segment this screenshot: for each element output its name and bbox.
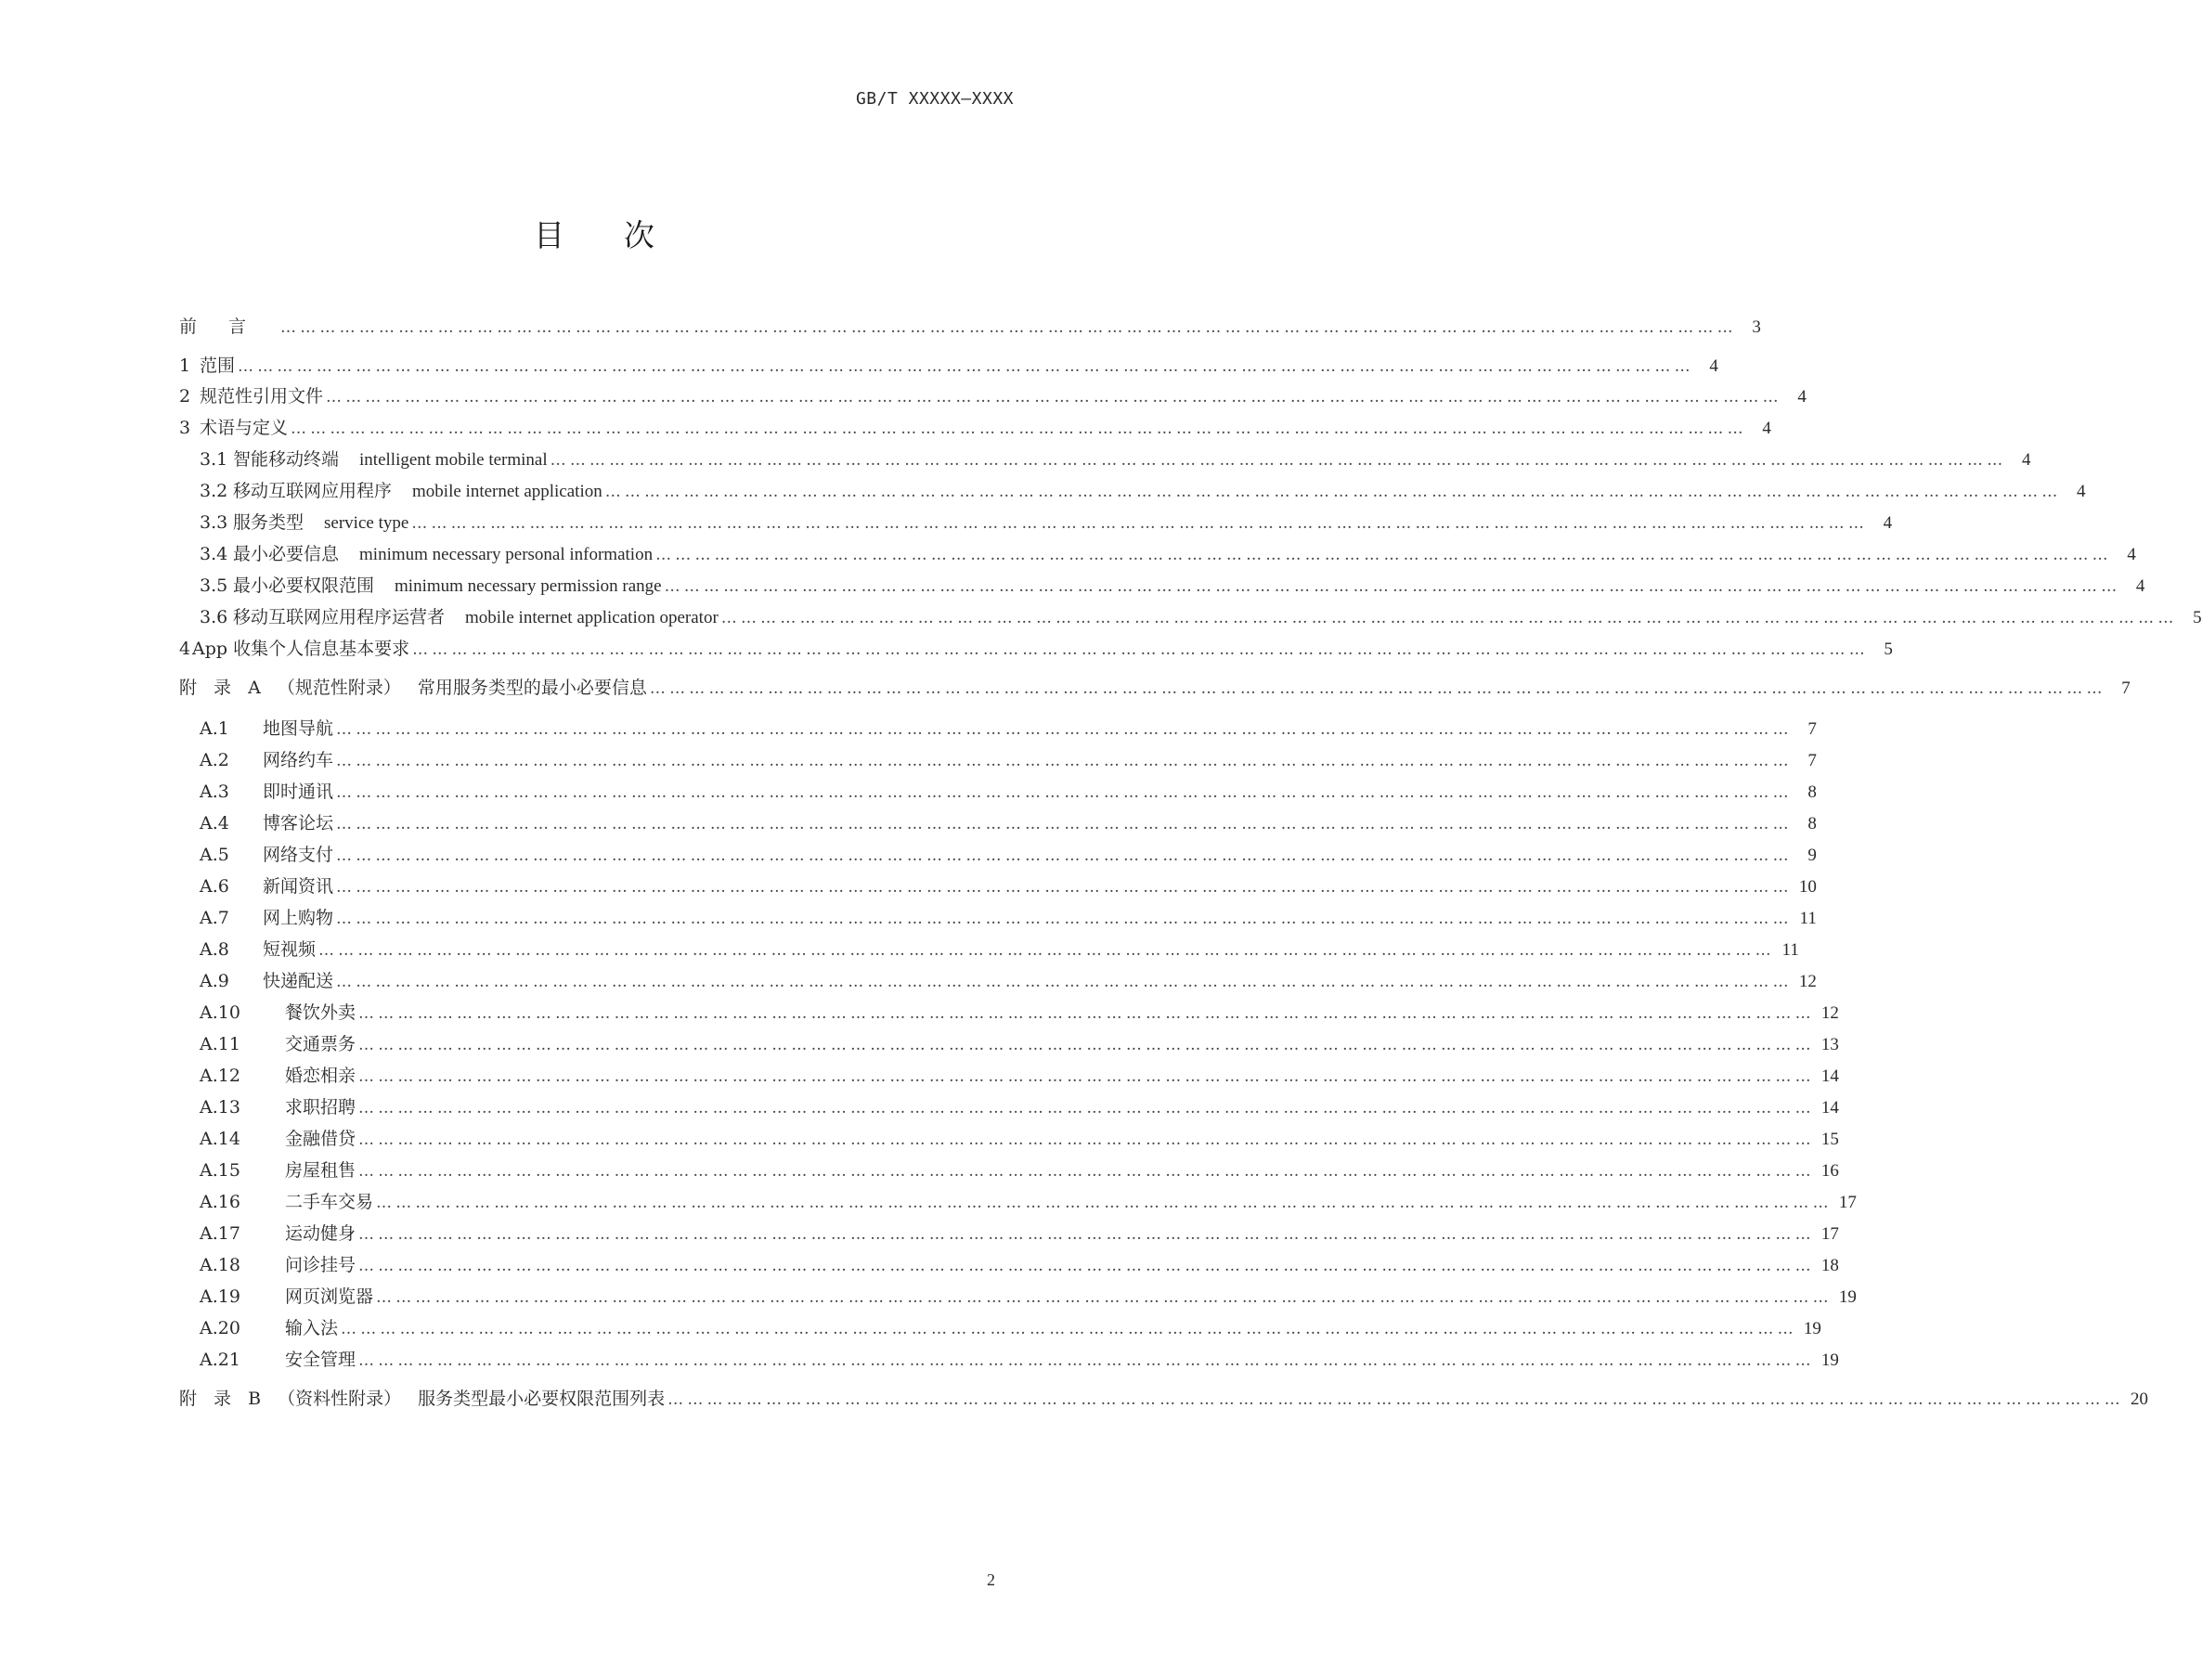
toc-entry-3-2[interactable] [200, 479, 2086, 503]
toc-entry-a-5[interactable] [200, 843, 1817, 867]
toc-entry-page: 9 [1807, 846, 1817, 865]
toc-entry-page: 17 [1820, 1224, 1839, 1244]
toc-entry-title: 快递配送 [263, 971, 334, 991]
toc-entry-title: 运动健身 [285, 1223, 356, 1244]
toc-entry-number: A.10 [200, 1002, 240, 1023]
toc-entry-page: 19 [1803, 1319, 1821, 1338]
toc-leader: …………………………………………………………………………………………………………………………………………………………………………………………………… [604, 483, 2062, 501]
toc-leader: …………………………………………………………………………………………………………………………………………………………………………………………………… [318, 941, 1775, 960]
toc-entry-title: 术语与定义 [200, 418, 289, 438]
toc-entry-page: 5 [2193, 608, 2202, 627]
toc-leader: …………………………………………………………………………………………………………………………………………………………………………………………………… [720, 609, 2178, 627]
toc-leader: …………………………………………………………………………………………………………………………………………………………………………………………………… [358, 1351, 1815, 1370]
toc-entry-page: 8 [1807, 814, 1817, 834]
toc-entry-title: 前言 [179, 317, 278, 337]
toc-entry-number: A.4 [200, 813, 229, 834]
toc-leader: …………………………………………………………………………………………………………………………………………………………………………………………………… [326, 388, 1782, 407]
toc-leader: …………………………………………………………………………………………………………………………………………………………………………………………………… [655, 546, 2112, 564]
toc-entry-number: 3.2 [200, 481, 228, 501]
toc-entry-a-2[interactable] [200, 748, 1817, 772]
toc-entry-a-8[interactable] [200, 937, 1799, 962]
toc-leader: …………………………………………………………………………………………………………………………………………………………………………………………………… [667, 1390, 2124, 1409]
toc-entry-page: 4 [1762, 419, 1771, 438]
toc-entry-number: A.1 [200, 718, 229, 739]
toc-entry-number: A.2 [200, 750, 229, 770]
toc-entry-title: 网页浏览器 [285, 1286, 374, 1307]
toc-leader: …………………………………………………………………………………………………………………………………………………………………………………………………… [358, 1162, 1815, 1181]
toc-entry-page: 4 [2127, 545, 2136, 564]
toc-entry-title: 房屋租售 [285, 1160, 356, 1181]
toc-entry-title: 二手车交易 [285, 1192, 374, 1212]
toc-entry-number: 3.4 [200, 544, 228, 564]
toc-entry-number: A.16 [200, 1192, 240, 1212]
toc-entry-3-6[interactable] [200, 605, 2202, 629]
toc-leader: …………………………………………………………………………………………………………………………………………………………………………………………………… [649, 679, 2106, 698]
toc-entry-english-title: minimum necessary personal information [359, 545, 654, 564]
toc-entry-number: A.9 [200, 971, 229, 991]
toc-entry-3-5[interactable] [200, 574, 2145, 598]
toc-entry-page: 5 [1884, 640, 1893, 659]
toc-entry-a-3[interactable] [200, 780, 1817, 804]
toc-entry-page: 4 [1883, 513, 1893, 533]
toc-entry-number: A.7 [200, 908, 229, 928]
toc-entry-a-13[interactable] [200, 1095, 1839, 1119]
toc-entry-a-14[interactable] [200, 1127, 1839, 1151]
toc-entry-a-11[interactable] [200, 1032, 1839, 1056]
toc-entry-title: 服务类型 [233, 512, 304, 533]
toc-leader: …………………………………………………………………………………………………………………………………………………………………………………………………… [336, 815, 1793, 834]
toc-entry-number: A.13 [200, 1097, 240, 1118]
toc-entry-title: 规范性引用文件 [200, 386, 324, 407]
toc-entry-page: 20 [2130, 1389, 2148, 1409]
toc-entry-title: 移动互联网应用程序 [233, 481, 393, 501]
toc-entry-page: 18 [1820, 1256, 1839, 1275]
toc-leader: …………………………………………………………………………………………………………………………………………………………………………………………………… [238, 357, 1694, 376]
toc-entry-number: A.8 [200, 939, 229, 960]
toc-entry-a-12[interactable] [200, 1064, 1839, 1088]
toc-entry-number: A.20 [200, 1318, 240, 1338]
toc-leader: …………………………………………………………………………………………………………………………………………………………………………………………………… [412, 640, 1869, 659]
toc-leader: …………………………………………………………………………………………………………………………………………………………………………………………………… [358, 1131, 1815, 1149]
toc-entry-title: 问诊挂号 [285, 1255, 356, 1275]
toc-entry-number: 3.1 [200, 449, 228, 470]
toc-entry-title: 博客论坛 [263, 813, 334, 834]
toc-entry-a-15[interactable] [200, 1158, 1839, 1182]
toc-entry-title: 网络支付 [263, 845, 334, 865]
toc-entry-page: 19 [1838, 1287, 1857, 1307]
toc-entry-page: 8 [1807, 782, 1817, 802]
toc-entry-page: 7 [1807, 719, 1817, 739]
toc-entry-page: 15 [1820, 1130, 1839, 1149]
toc-leader: …………………………………………………………………………………………………………………………………………………………………………………………………… [341, 1320, 1797, 1338]
toc-leader: …………………………………………………………………………………………………………………………………………………………………………………………………… [280, 318, 1737, 337]
toc-entry-number: 1 [179, 355, 191, 376]
toc-entry-number: A.5 [200, 845, 229, 865]
toc-entry-number: A.19 [200, 1286, 240, 1307]
toc-leader: …………………………………………………………………………………………………………………………………………………………………………………………………… [358, 1099, 1815, 1118]
toc-entry-title: App 收集个人信息基本要求 [192, 639, 410, 659]
page-number: 2 [987, 1570, 995, 1589]
toc-entry-title: 网络约车 [263, 750, 334, 770]
toc-leader: …………………………………………………………………………………………………………………………………………………………………………………………………… [376, 1288, 1833, 1307]
toc-leader: …………………………………………………………………………………………………………………………………………………………………………………………………… [358, 1257, 1815, 1275]
toc-entry-title: 输入法 [285, 1318, 339, 1338]
toc-entry-appendix-a[interactable] [179, 676, 2131, 700]
toc-entry-title: 金融借贷 [285, 1129, 356, 1149]
toc-entry-number: A.11 [200, 1034, 240, 1054]
toc-entry-a-21[interactable] [200, 1348, 1839, 1372]
toc-entry-title: 附 录 A （规范性附录） 常用服务类型的最小必要信息 [179, 678, 647, 698]
toc-entry-1[interactable] [179, 354, 1718, 378]
toc-entry-number: A.6 [200, 876, 229, 897]
toc-entry-appendix-b[interactable] [179, 1387, 2148, 1411]
toc-entry-page: 3 [1752, 317, 1761, 337]
toc-entry-title: 即时通讯 [263, 782, 334, 802]
toc-entry-number: 3.3 [200, 512, 228, 533]
toc-entry-3-4[interactable] [200, 542, 2136, 566]
toc-leader: …………………………………………………………………………………………………………………………………………………………………………………………………… [336, 720, 1793, 739]
toc-leader: …………………………………………………………………………………………………………………………………………………………………………………………………… [336, 973, 1793, 991]
toc-entry-number: 3.5 [200, 575, 228, 596]
toc-entry-number: A.12 [200, 1066, 240, 1086]
toc-entry-title: 网上购物 [263, 908, 334, 928]
toc-leader: …………………………………………………………………………………………………………………………………………………………………………………………………… [376, 1194, 1833, 1212]
toc-entry-2[interactable] [179, 384, 1807, 408]
toc-entry-3-3[interactable] [200, 510, 1893, 535]
toc-entry-number: A.17 [200, 1223, 240, 1244]
toc-entry-title: 新闻资讯 [263, 876, 334, 897]
toc-leader: …………………………………………………………………………………………………………………………………………………………………………………………………… [336, 878, 1793, 897]
toc-entry-title: 附 录 B （资料性附录） 服务类型最小必要权限范围列表 [179, 1389, 666, 1409]
toc-leader: …………………………………………………………………………………………………………………………………………………………………………………………………… [291, 420, 1747, 438]
toc-entry-title: 安全管理 [285, 1350, 356, 1370]
toc-entry-number: A.15 [200, 1160, 240, 1181]
toc-entry-title: 婚恋相亲 [285, 1066, 356, 1086]
toc-entry-a-17[interactable] [200, 1221, 1839, 1246]
toc-entry-3-1[interactable] [200, 447, 2031, 472]
toc-entry-a-9[interactable] [200, 969, 1817, 993]
toc-entry-title: 范围 [200, 355, 236, 376]
toc-entry-page: 17 [1838, 1193, 1857, 1212]
toc-entry-page: 11 [1799, 909, 1817, 928]
toc-leader: …………………………………………………………………………………………………………………………………………………………………………………………………… [358, 1036, 1815, 1054]
toc-entry-english-title: intelligent mobile terminal [359, 450, 548, 470]
toc-entry-page: 12 [1798, 972, 1817, 991]
document-code: GB/T XXXXX—XXXX [855, 89, 1014, 109]
toc-entry-title: 短视频 [263, 939, 317, 960]
toc-entry-page: 7 [2121, 678, 2131, 698]
toc-entry-page: 19 [1820, 1350, 1839, 1370]
toc-entry-page: 11 [1781, 940, 1799, 960]
toc-entry-page: 4 [1709, 356, 1718, 376]
toc-leader: …………………………………………………………………………………………………………………………………………………………………………………………………… [336, 752, 1793, 770]
toc-entry-title: 移动互联网应用程序运营者 [233, 607, 446, 627]
toc-entry-a-18[interactable] [200, 1253, 1839, 1277]
toc-entry-number: A.18 [200, 1255, 240, 1275]
toc-entry-english-title: mobile internet application [412, 482, 602, 501]
toc-leader: …………………………………………………………………………………………………………………………………………………………………………………………………… [664, 577, 2121, 596]
toc-entry-number: A.14 [200, 1129, 240, 1149]
toc-entry-page: 4 [2135, 576, 2145, 596]
toc-entry-foreword[interactable] [179, 315, 1761, 339]
toc-entry-title: 地图导航 [263, 718, 334, 739]
toc-entry-page: 14 [1820, 1066, 1839, 1086]
toc-entry-a-20[interactable] [200, 1316, 1821, 1340]
toc-entry-page: 16 [1820, 1161, 1839, 1181]
toc-leader: …………………………………………………………………………………………………………………………………………………………………………………………………… [358, 1067, 1815, 1086]
toc-entry-number: 2 [179, 386, 191, 407]
toc-entry-number: 3.6 [200, 607, 228, 627]
toc-entry-a-16[interactable] [200, 1190, 1857, 1214]
toc-entry-page: 14 [1820, 1098, 1839, 1118]
toc-leader: …………………………………………………………………………………………………………………………………………………………………………………………………… [358, 1225, 1815, 1244]
toc-entry-a-1[interactable] [200, 717, 1817, 741]
toc-entry-a-7[interactable] [200, 906, 1817, 930]
toc-entry-page: 7 [1807, 751, 1817, 770]
toc-leader: …………………………………………………………………………………………………………………………………………………………………………………………………… [411, 514, 1869, 533]
toc-leader: …………………………………………………………………………………………………………………………………………………………………………………………………… [336, 846, 1793, 865]
toc-leader: …………………………………………………………………………………………………………………………………………………………………………………………………… [550, 451, 2007, 470]
toc-entry-page: 4 [2077, 482, 2086, 501]
toc-entry-english-title: mobile internet application operator [465, 608, 719, 627]
toc-leader: …………………………………………………………………………………………………………………………………………………………………………………………………… [358, 1004, 1815, 1023]
toc-entry-number: A.3 [200, 782, 229, 802]
toc-entry-number: 3 [179, 418, 191, 438]
toc-entry-number: 4 [179, 639, 191, 659]
toc-entry-title: 智能移动终端 [233, 449, 340, 470]
toc-entry-title: 最小必要信息 [233, 544, 340, 564]
toc-entry-a-4[interactable] [200, 811, 1817, 835]
toc-entry-a-19[interactable] [200, 1285, 1857, 1309]
toc-entry-page: 13 [1820, 1035, 1839, 1054]
toc-entry-page: 4 [2021, 450, 2031, 470]
toc-entry-number: A.21 [200, 1350, 240, 1370]
toc-entry-page: 12 [1820, 1003, 1839, 1023]
toc-entry-a-6[interactable] [200, 874, 1817, 898]
toc-entry-page: 10 [1798, 877, 1817, 897]
toc-entry-english-title: service type [324, 513, 409, 533]
toc-leader: …………………………………………………………………………………………………………………………………………………………………………………………………… [336, 910, 1793, 928]
toc-entry-title: 最小必要权限范围 [233, 575, 375, 596]
toc-entry-page: 4 [1797, 387, 1807, 407]
toc-entry-title: 交通票务 [285, 1034, 356, 1054]
toc-entry-english-title: minimum necessary permission range [395, 576, 662, 596]
page-title: 目次 [534, 217, 714, 253]
toc-entry-4[interactable] [179, 637, 1893, 661]
toc-entry-3[interactable] [179, 416, 1771, 440]
toc-leader: …………………………………………………………………………………………………………………………………………………………………………………………………… [336, 783, 1793, 802]
toc-entry-title: 求职招聘 [285, 1097, 356, 1118]
toc-entry-title: 餐饮外卖 [285, 1002, 356, 1023]
toc-entry-a-10[interactable] [200, 1001, 1839, 1025]
